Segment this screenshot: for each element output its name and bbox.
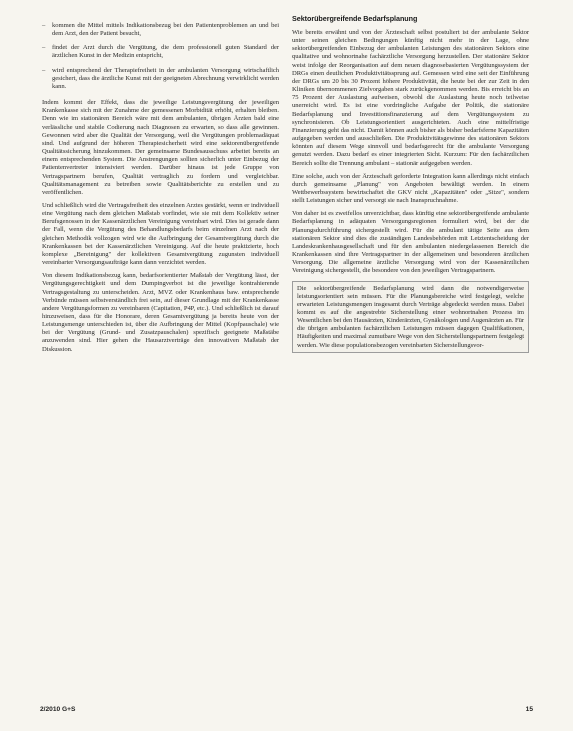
box-paragraph: Die sektorübergreifende Bedarfsplanung wird dann die notwendigerweise leistungsorientiert sein müssen. Für die Planungsbereiche wird festgelegt, welche erwarteten Leistungsmengen insgesamt durch Verträge abgedeckt werden muss. Dabei kommt es auf die angestrebte Sicherstellung einer wohnortnahen Prozess im Wesentlichen bei den Hausärzten, Kinderärzten, Gynäkologen und Augenärzten an. Für die übrigen ambulanten fachärztlichen Leistungen müssen dagegen Qualifikationen, Häufigkeiten und maximal zumutbare Wege von den Sicherstellungspartnern festgelegt werden. Wie diese populationsbezogen vereinbarten Sicherstellungsvor- [297,284,524,349]
right-column [292,14,529,359]
bullet-item: – kommen die Mittel mittels Indikationsbezug bei den Patientenproblemen an und bei dem Arzt, den der Patient besucht, [42,22,279,38]
body-paragraph: Wie bereits erwähnt und von der Ärzteschaft selbst postuliert ist der ambulante Sektor unter seinen gleichen Bedingungen künftig nicht mehr in der Lage, ohne sektorübergreifenden Einbezug der ambulanten Leistungen des stationären Sektors eine qualitative und wohnortnahe fachärztliche Versorgung herzustellen. Der stationäre Sektor weist infolge der Reorganisation auf dem neuen diagnosebasierten Vergütungssystem der DRGs einen deutlichen Produktivitätssprung auf. Gemessen wird eine seit der Einführung der DRGs um 20 bis 30 Prozent höhere Produktivität, die heute bei der zur Zeit in den Kliniken übernommenen Zielvorgaben stark zurückgenommen werden. Bis erreicht bis an 75 Prozent der Auslastung aufweisen, obwohl die Auslastung heute noch teilweise unerreicht wird. Es ist eine vordringliche Aufgabe der Politik, die stationäre Bedarfsplanung und Investitionsfinanzierung auf dem Vergütungssystem zu synchronisieren. Ob Leistungsorientiert ausgerichteten. Auch eine mittelfristige Finanzierung geht das nicht. Damit können auch bisher als bisher bedarfsferne Kapazitäten aufgegeben werden und ausschließen. Die Produktivitätsgewinne des stationären Sektors könnten auf diesem Wege sinnvoll und bedarfsgerecht für die ambulante Versorgung genutzt werden. Dazu bedarf es einer integrierten Sicht. Kurzum: Für den fachärztlichen Bereich sollte die Trennung ambulant – stationär aufgegeben werden. [292,29,529,167]
bullet-item: – wird entsprechend der Therapiefreiheit in der ambulanten Versorgung wirtschaftlich gesichert, dass die ärztliche Kunst mit der geeigneten Abrechnung verwirklicht werden kann. [42,67,279,91]
page-number: 15 [525,706,533,713]
section-heading: Sektorübergreifende Bedarfsplanung [292,14,418,23]
body-paragraph: Indem kommt der Effekt, dass die jeweilige Leistungsvergütung der jeweiligen Krankenkasse sich mit der Zunahme der gemessenen Morbidität erhöht, erhalten bleiben. Denn wie im stationären Bereich wäre mit dem ambulanten, übrigen Ärzten bald eine verlässliche und stabile Codierung nach Diagnosen zu erwarten, so dass alle gewinnen. Gewonnen wird aber die Qualität der Versorgung, weil die Vergütungen problemadäquat sind. Und aufgrund der höheren Therapiesicherheit wird eine sektorenübergreifende Qualitätssicherung hinzukommen. Der gemeinsame Bundesausschuss arbeitet bereits an einem entsprechenden System. Die Anstrengungen sollten sicherlich unter Einbezug der Patientenvertreter intensiviert werden. Darüber hinaus ist jede Gruppe von Vertragspartnern berufen, Qualität vertraglich zu fordern und vergleichbar. Qualitätsmanagement zu betreiben sowie Qualitätsberichte zu erstellen und zu veröffentlichen. [42,99,279,196]
bullet-list [42,22,279,91]
body-paragraph: Eine solche, auch von der Ärzteschaft geforderte Integration kann allerdings nicht einfach durch gemeinsame „Planung" von Angeboten bewältigt werden. In einem Wettbewerbssystem bewirtschaftet die GKV nicht „Kapazitäten" oder „Sitze", sondern stellt Leistungen sicher und versorgt sie nach Inanspruchnahme. [292,172,529,205]
highlight-box [292,281,529,353]
body-paragraph: Und schließlich wird die Vertragsfreiheit des einzelnen Arztes gestärkt, wenn er individuell eine Vergütung nach dem gleichen Maßstab vorfindet, wie sie mit dem Kollektiv seiner Berufsgenossen in der Kassenärztlichen Vereinigung vereinbart wird. Dies ist gerade dann der Fall, wenn die Vergütung des Behandlungsbedarfs beim einzelnen Arzt nach der gleichen Methodik vollzogen wird wie die Aufbringung der Gesamtvergütung durch die Krankenkassen bei der Kassenärztlichen Vereinigung. Auf die heute praktizierte, hoch komplexe „Bereinigung" der kollektiven Gesamtvergütung zugunsten individuell vereinbarter Versorgungsaufträge kann dann verzichtet werden. [42,201,279,267]
left-column [42,22,279,359]
issue-label: 2/2010 G+S [40,706,76,713]
body-paragraph: Von diesem Indikationsbezug kann, bedarfsorientierter Maßstab der Vergütung lässt, der Vergütungsgerechtigkeit und dem Dumpingverbot ist die jeweilige kontrahierende Vertragsgestaltung zu unterscheiden. Arzt, MVZ oder Krankenhaus baw. entsprechende Verbünde müssen selbstverständlich frei sein, auf dieser Grundlage mit der Krankenkasse andere Vergütungsformen zu vereinbaren (Capitation, P4P, etc.). Und schließlich ist darauf hinzuweisen, dass für die Honorare, deren Gesamtvergütung ja bereits heute von der Leistungsmenge unterschieden ist, über die Aufbringung der Mittel (Kopfpauschale) wie bei der Vergütung (Grund- und Zusatzpauschalen) spezifisch geeignete Maßstäbe anzuwenden sind. Hier gehen die Hausarztverträge den innovativen Maßstab der Diskussion. [42,272,279,353]
body-paragraph: Von daher ist es zweifellos unverzichtbar, dass künftig eine sektorübergreifende ambulante Bedarfsplanung in adäquaten Versorgungsregionen formuliert wird, bei der die Planungsdurchführung sichergestellt wird. Für die ambulant tätige Seite aus dem stationären Sektor sind dies die zuständigen Landesbehörden mit Letztentscheidung der Landeskrankenhausgesellschaft und für den ambulanten niedergelassenen Bereich die Krankenkassen sind ihre Vertragspartner in der allgemeinen und besonderen ärztlichen Versorgung. Die allgemeine ärztliche Versorgung wird von der Kassenärztlichen Vereinigung sichergestellt, die besondere von den jeweiligen Vertragspartnern. [292,210,529,275]
bullet-item: – findet der Arzt durch die Vergütung, die dem professionell guten Standard der ärztlichen Kunst in der Medizin entspricht, [42,44,279,60]
